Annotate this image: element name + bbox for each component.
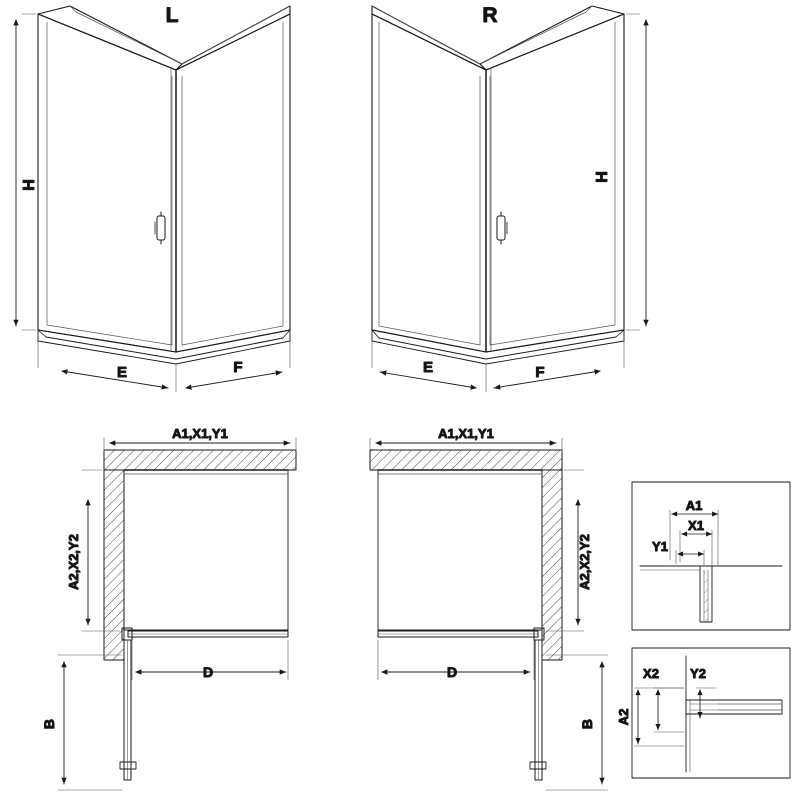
label-A2-detail: A2 xyxy=(616,708,631,726)
dim-B-right xyxy=(546,655,608,790)
dim-A1X1Y1-left xyxy=(104,426,296,452)
label-H-right: H xyxy=(594,171,611,183)
dim-height-right xyxy=(594,14,646,330)
plan-view-left xyxy=(41,426,296,790)
label-B-right: B xyxy=(579,718,595,730)
iso-view-left xyxy=(16,4,290,392)
label-F-left: F xyxy=(233,359,243,376)
label-A1-detail: A1 xyxy=(685,498,703,513)
label-B-left: B xyxy=(41,718,57,730)
label-Y1-detail: Y1 xyxy=(652,539,668,554)
label-A2X2Y2-left: A2,X2,Y2 xyxy=(66,534,81,590)
detail-top xyxy=(632,482,790,630)
label-A2X2Y2-right: A2,X2,Y2 xyxy=(577,534,592,590)
variant-label-left: L xyxy=(165,4,179,27)
label-D-left: D xyxy=(202,664,214,680)
door-handle-left xyxy=(155,212,165,244)
door-leaf-left xyxy=(120,640,136,780)
label-D-right: D xyxy=(446,664,458,680)
label-A1X1Y1-left: A1,X1,Y1 xyxy=(172,426,228,441)
label-X1-detail: X1 xyxy=(688,518,704,533)
dim-D-right xyxy=(378,640,534,680)
variant-label-right: R xyxy=(482,4,498,27)
dim-A1X1Y1-right xyxy=(370,426,562,452)
dim-height-left xyxy=(16,14,38,330)
label-E-right: F xyxy=(535,364,545,381)
dim-B-left xyxy=(41,655,122,790)
iso-view-right xyxy=(372,4,646,392)
plan-view-right xyxy=(370,426,608,790)
label-Y2-detail: Y2 xyxy=(690,666,706,681)
label-H-left: H xyxy=(21,179,38,191)
detail-bottom xyxy=(616,648,790,778)
label-E-left: E xyxy=(116,364,128,381)
door-handle-right xyxy=(497,212,507,244)
dim-D-left xyxy=(132,640,288,680)
label-X2-detail: X2 xyxy=(643,666,659,681)
label-F-right: E xyxy=(422,359,434,376)
door-leaf-right xyxy=(530,640,546,780)
label-A1X1Y1-right: A1,X1,Y1 xyxy=(438,426,494,441)
